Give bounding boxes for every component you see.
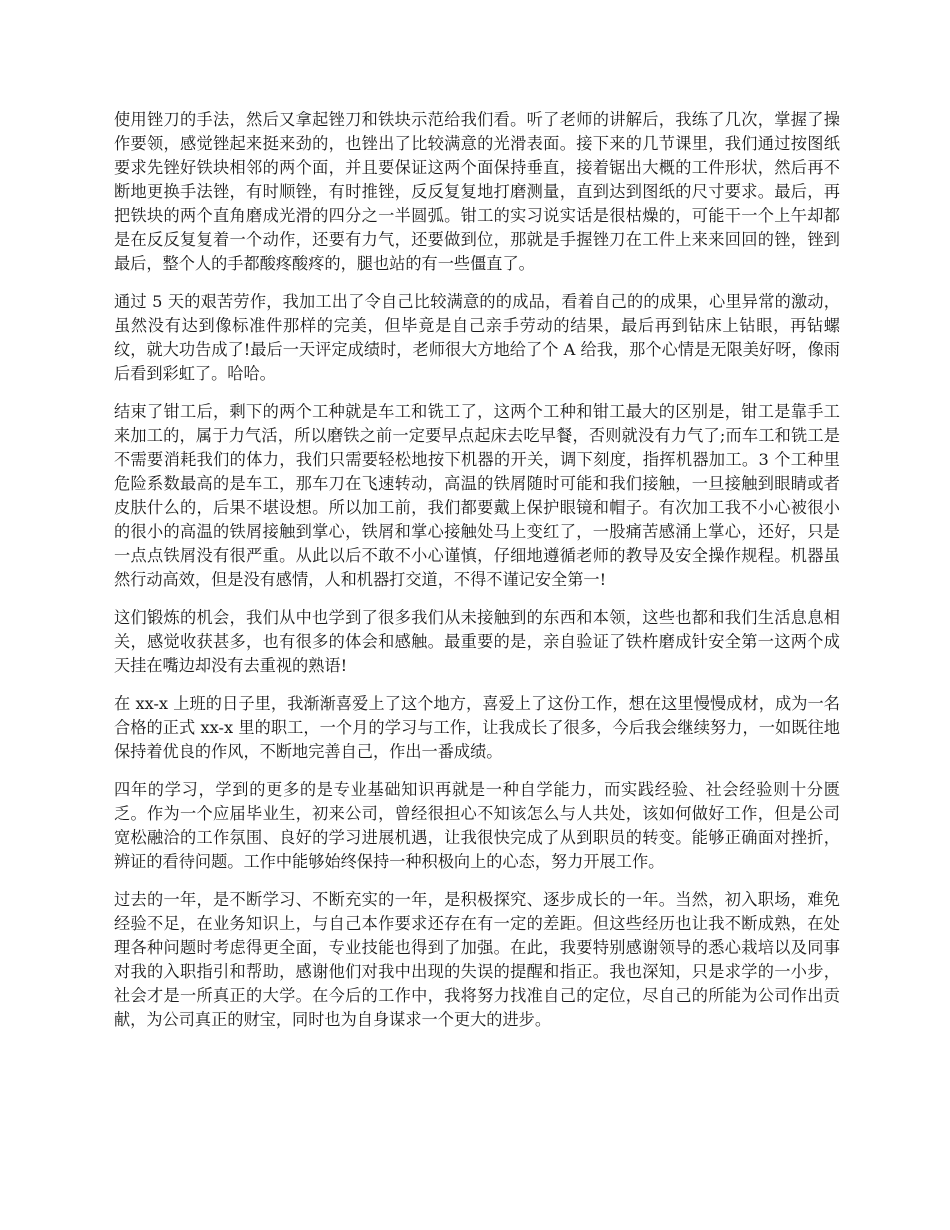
paragraph-2: 通过 5 天的艰苦劳作，我加工出了令自己比较满意的的成品，看着自己的的成果，心里异常的激动，虽然没有达到像标准件那样的完美，但毕竟是自己亲手劳动的结果，最后再到钻床上钻眼，再钻螺纹，就大功告成了!最后一天评定成绩时，老师很大方地给了个 A 给我，那个心情是无限美好呀，像雨后看到彩虹了。哈哈。 — [114, 292, 840, 383]
paragraph-7: 过去的一年，是不断学习、不断充实的一年，是积极探究、逐步成长的一年。当然，初入职场，难免经验不足，在业务知识上，与自己本作要求还存在有一定的差距。但这些经历也让我不断成熟，在处理各种问题时考虑得更全面，专业技能也得到了加强。在此，我要特别感谢领导的悉心栽培以及同事对我的入职指引和帮助，感谢他们对我中出现的失误的提醒和指正。我也深知，只是求学的一小步，社会才是一所真正的大学。在今后的工作中，我将努力找准自己的定位，尽自己的所能为公司作出贡献，为公司真正的财宝，同时也为自身谋求一个更大的进步。 — [114, 890, 840, 1029]
paragraph-4: 这们锻炼的机会，我们从中也学到了很多我们从未接触到的东西和本领，这些也都和我们生活息息相关，感觉收获甚多，也有很多的体会和感触。最重要的是，亲自验证了铁杵磨成针安全第一这两个成天挂在嘴边却没有去重视的熟语! — [114, 608, 840, 675]
document-body — [114, 108, 840, 1046]
paragraph-1: 使用锉刀的手法，然后又拿起锉刀和铁块示范给我们看。听了老师的讲解后，我练了几次，掌握了操作要领，感觉锉起来挺来劲的，也锉出了比较满意的光滑表面。接下来的几节课里，我们通过按图纸要求先锉好铁块相邻的两个面，并且要保证这两个面保持垂直，接着锯出大概的工件形状，然后再不断地更换手法锉，有时顺锉，有时推锉，反反复复地打磨测量，直到达到图纸的尺寸要求。最后，再把铁块的两个直角磨成光滑的四分之一半圆弧。钳工的实习说实话是很枯燥的，可能干一个上午却都是在反反复复着一个动作，还要有力气，还要做到位，那就是手握锉刀在工件上来来回回的锉，锉到最后，整个人的手都酸疼酸疼的，腿也站的有一些僵直了。 — [114, 110, 840, 273]
paragraph-3: 结束了钳工后，剩下的两个工种就是车工和铣工了，这两个工种和钳工最大的区别是，钳工是靠手工来加工的，属于力气活，所以磨铁之前一定要早点起床去吃早餐，否则就没有力气了;而车工和铣工是不需要消耗我们的体力，我们只需要轻松地按下机器的开关，调下刻度，指挥机器加工。3 个工种里危险系数最高的是车工，那车刀在飞速转动，高温的铁屑随时可能和我们接触，一旦接触到眼睛或者皮肤什么的，后果不堪设想。所以加工前，我们都要戴上保护眼镜和帽子。有次加工我不小心被很小的很小的高温的铁屑接触到掌心，铁屑和掌心接触处马上变红了，一股痛苦感涌上掌心，还好，只是一点点铁屑没有很严重。从此以后不敢不小心谨慎，仔细地遵循老师的教导及安全操作规程。机器虽然行动高效，但是没有感情，人和机器打交道，不得不谨记安全第一! — [114, 402, 840, 589]
paragraph-5: 在 xx-x 上班的日子里，我渐渐喜爱上了这个地方，喜爱上了这份工作，想在这里慢慢成材，成为一名合格的正式 xx-x 里的职工，一个月的学习与工作，让我成长了很多，今后我会继续努力，一如既往地保持着优良的作风，不断地完善自己，作出一番成绩。 — [114, 694, 840, 761]
paragraph-6: 四年的学习，学到的更多的是专业基础知识再就是一种自学能力，而实践经验、社会经验则十分匮乏。作为一个应届毕业生，初来公司，曾经很担心不知该怎么与人共处，该如何做好工作，但是公司宽松融洽的工作氛围、良好的学习进展机遇，让我很快完成了从到职员的转变。能够正确面对挫折，辨证的看待问题。工作中能够始终保持一种积极向上的心态，努力开展工作。 — [114, 780, 840, 871]
